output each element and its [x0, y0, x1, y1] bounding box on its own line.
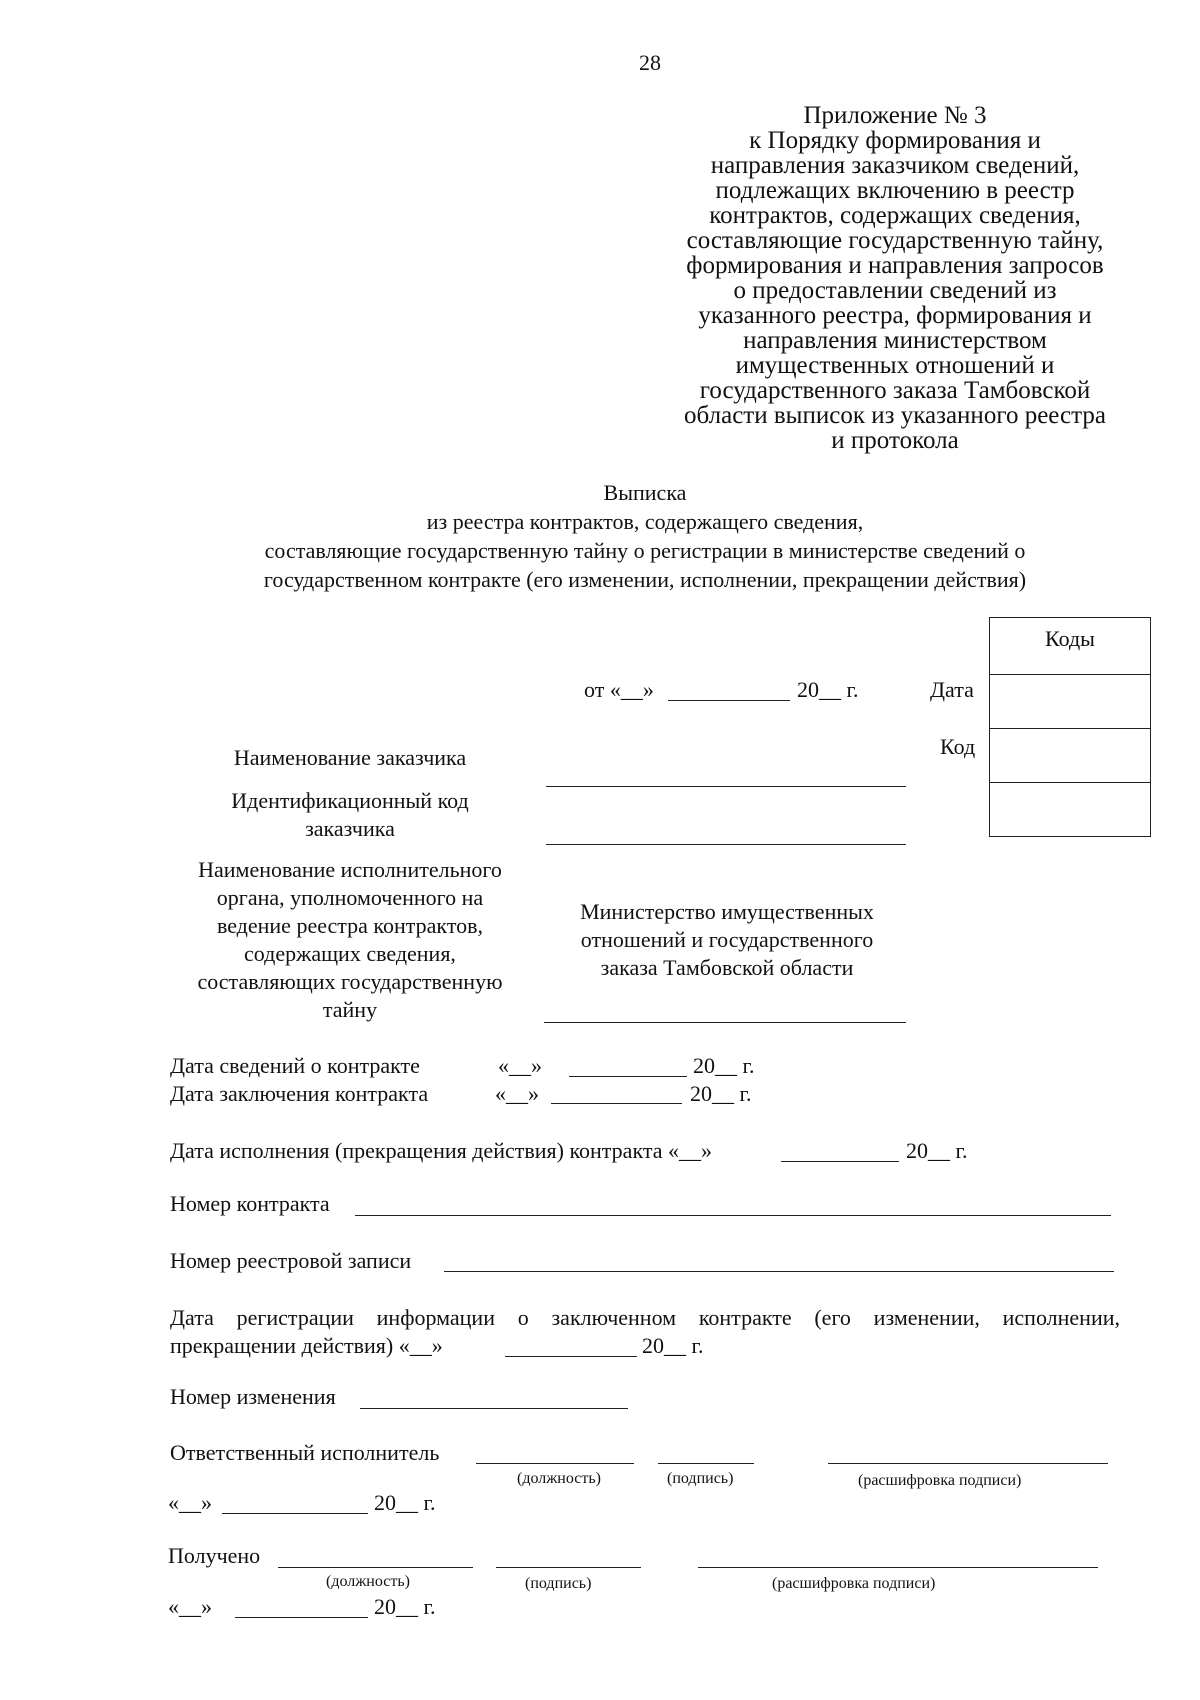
- received-position-field[interactable]: [278, 1567, 473, 1568]
- executive-body-value: [552, 898, 902, 982]
- document-title: [150, 478, 1140, 594]
- customer-id-code-field[interactable]: [546, 844, 906, 845]
- contract-conclusion-date-year: 20__ г.: [690, 1081, 752, 1106]
- appendix-line: к Порядку формирования и: [749, 127, 1041, 154]
- registration-date-line2: прекращении действия) «__»: [170, 1333, 443, 1358]
- responsible-decryption-caption: (расшифровка подписи): [858, 1472, 1022, 1489]
- title-line: Выписка: [603, 480, 687, 505]
- responsible-signature-field[interactable]: [658, 1463, 754, 1464]
- executive-body-label-line: составляющих государственную: [197, 969, 503, 994]
- executive-body-label-line: содержащих сведения,: [244, 941, 456, 966]
- appendix-line: и протокола: [831, 427, 959, 454]
- executive-body-field[interactable]: [544, 1022, 906, 1023]
- received-signature-field[interactable]: [496, 1567, 641, 1568]
- received-signature-caption: (подпись): [525, 1575, 592, 1592]
- received-decryption-field[interactable]: [698, 1567, 1098, 1568]
- customer-name-label: [170, 744, 530, 772]
- registration-date-line1: Дата регистрации информации о заключенном контракте (его изменении, исполнении,: [170, 1305, 1120, 1330]
- appendix-line: подлежащих включению в реестр: [715, 177, 1075, 204]
- appendix-line: контрактов, содержащих сведения,: [709, 202, 1081, 229]
- registry-record-label: Номер реестровой записи: [170, 1248, 412, 1273]
- contract-conclusion-date-label: Дата заключения контракта: [170, 1081, 429, 1106]
- date-from-prefix: от «__»: [584, 677, 654, 702]
- appendix-line: Приложение № 3: [803, 102, 987, 129]
- executive-body-value-line: заказа Тамбовской области: [600, 955, 854, 980]
- contract-execution-date-label: Дата исполнения (прекращения действия) контракта «__»: [170, 1138, 712, 1163]
- contract-info-date-month-field[interactable]: [569, 1076, 687, 1077]
- responsible-date-month-field[interactable]: [222, 1513, 368, 1514]
- registry-record-field[interactable]: [444, 1271, 1114, 1272]
- codes-date-label: Дата: [930, 677, 974, 702]
- codes-header: Коды: [990, 618, 1151, 675]
- change-number-label: Номер изменения: [170, 1384, 336, 1409]
- contract-info-date-year: 20__ г.: [693, 1053, 755, 1078]
- received-decryption-caption: (расшифровка подписи): [772, 1575, 936, 1592]
- customer-id-code-line: заказчика: [305, 816, 395, 841]
- received-position-caption: (должность): [326, 1573, 410, 1590]
- title-line: государственном контракте (его изменении, исполнении, прекращении действия): [263, 567, 1027, 592]
- contract-conclusion-date-day: «__»: [495, 1081, 539, 1106]
- responsible-decryption-field[interactable]: [828, 1463, 1108, 1464]
- customer-id-code-label: [170, 787, 530, 843]
- responsible-position-field[interactable]: [476, 1463, 634, 1464]
- title-line: составляющие государственную тайну о регистрации в министерстве сведений о: [264, 538, 1026, 563]
- codes-table: [989, 617, 1151, 837]
- appendix-line: составляющие государственную тайну,: [686, 227, 1104, 254]
- executive-body-label-line: ведение реестра контрактов,: [216, 913, 484, 938]
- codes-code-label: Код: [940, 734, 976, 759]
- executive-body-label-line: Наименование исполнительного: [198, 857, 502, 882]
- contract-info-date-label: Дата сведений о контракте: [170, 1053, 420, 1078]
- codes-date-cell[interactable]: [990, 675, 1151, 729]
- responsible-label: Ответственный исполнитель: [170, 1440, 440, 1465]
- responsible-date-day: «__»: [168, 1490, 212, 1515]
- contract-conclusion-date-month-field[interactable]: [551, 1103, 682, 1104]
- registration-date-month-field[interactable]: [505, 1356, 637, 1357]
- responsible-signature-caption: (подпись): [667, 1470, 734, 1487]
- page-number: 28: [639, 50, 661, 75]
- executive-body-value-line: отношений и государственного: [580, 927, 874, 952]
- received-date-month-field[interactable]: [235, 1617, 368, 1618]
- codes-extra-cell[interactable]: [990, 783, 1151, 837]
- customer-name-text: Наименование заказчика: [233, 745, 467, 770]
- appendix-line: о предоставлении сведений из: [733, 277, 1057, 304]
- appendix-line: формирования и направления запросов: [686, 252, 1104, 279]
- responsible-position-caption: (должность): [517, 1470, 601, 1487]
- codes-code-cell[interactable]: [990, 729, 1151, 783]
- appendix-line: указанного реестра, формирования и: [698, 302, 1092, 329]
- executive-body-label-line: органа, уполномоченного на: [216, 885, 484, 910]
- contract-number-label: Номер контракта: [170, 1191, 330, 1216]
- contract-number-field[interactable]: [355, 1215, 1111, 1216]
- received-date-day: «__»: [168, 1594, 212, 1619]
- appendix-line: имущественных отношений и: [735, 352, 1055, 379]
- appendix-line: направления заказчиком сведений,: [710, 152, 1080, 179]
- executive-body-label-line: тайну: [322, 997, 378, 1022]
- customer-name-field[interactable]: [546, 786, 906, 787]
- customer-id-code-line: Идентификационный код: [231, 788, 469, 813]
- received-date-year: 20__ г.: [374, 1594, 436, 1619]
- contract-execution-date-year: 20__ г.: [906, 1138, 968, 1163]
- appendix-line: области выписок из указанного реестра: [684, 402, 1106, 429]
- appendix-line: направления министерством: [743, 327, 1047, 354]
- executive-body-label: [170, 856, 530, 1024]
- date-from-year: 20__ г.: [797, 677, 859, 702]
- contract-execution-date-month-field[interactable]: [781, 1161, 899, 1162]
- change-number-field[interactable]: [360, 1408, 628, 1409]
- registration-date-year: 20__ г.: [642, 1333, 704, 1358]
- appendix-header: [640, 103, 1150, 453]
- contract-info-date-day: «__»: [498, 1053, 542, 1078]
- appendix-line: государственного заказа Тамбовской: [699, 377, 1091, 404]
- date-from-month-field[interactable]: [668, 700, 790, 701]
- executive-body-value-line: Министерство имущественных: [580, 899, 874, 924]
- responsible-date-year: 20__ г.: [374, 1490, 436, 1515]
- received-label: Получено: [168, 1543, 261, 1568]
- title-line: из реестра контрактов, содержащего сведения,: [426, 509, 864, 534]
